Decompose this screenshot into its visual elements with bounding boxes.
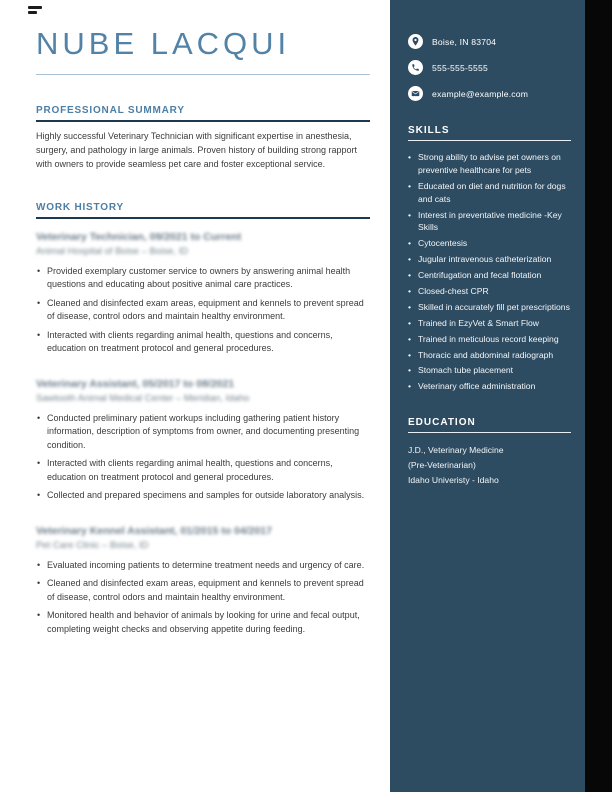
- skill-item: • Centrifugation and fecal flotation: [408, 269, 571, 282]
- job-bullet: • Cleaned and disinfected exam areas, equipment and kennels to prevent spread of disease, control odors and maintain healthy environment.: [36, 577, 370, 604]
- sidebar: [390, 0, 585, 792]
- main-column: [36, 0, 370, 641]
- summary-underline: [36, 120, 370, 122]
- jobs-list: [36, 231, 370, 637]
- skill-item: • Closed-chest CPR: [408, 285, 571, 298]
- job-company: Animal Hospital of Boise – Boise, ID: [36, 245, 189, 257]
- contact-phone-text: 555-555-5555: [432, 62, 488, 73]
- job-entry: [36, 525, 370, 637]
- skill-item: • Trained in meticulous record keeping: [408, 333, 571, 346]
- skill-item: • Jugular intravenous catheterization: [408, 253, 571, 266]
- work-history-underline: [36, 217, 370, 219]
- skill-item: • Skilled in accurately fill pet prescriptions: [408, 301, 571, 314]
- work-history-heading: WORK HISTORY: [36, 201, 124, 213]
- job-bullet: • Monitored health and behavior of animals by looking for urine and fecal output, completing weight checks and observing appetite during feeding.: [36, 609, 370, 636]
- job-company: Pet Care Clinic – Boise, ID: [36, 539, 149, 551]
- skill-item: • Interest in preventative medicine -Key Skills: [408, 209, 571, 235]
- skills-list: [408, 151, 571, 393]
- education-lines: [408, 443, 571, 488]
- job-company: Sawtooth Animal Medical Center – Meridian, Idaho: [36, 392, 250, 404]
- job-title: Veterinary Kennel Assistant, 01/2015 to 04/2017: [36, 524, 272, 537]
- summary-text: Highly successful Veterinary Technician with significant expertise in anesthesia, surgery, and pathology in large animals. Proven history of building strong rapport with owners to provide seamless pet care and foster exceptional service.: [36, 131, 358, 169]
- job-bullet: • Conducted preliminary patient workups including gathering patient history information, description of symptoms from owner, and documenting presenting condition.: [36, 412, 370, 453]
- education-line: Idaho Univeristy - Idaho: [408, 475, 499, 486]
- skill-item: • Veterinary office administration: [408, 380, 571, 393]
- job-bullet: • Collected and prepared specimens and samples for outside laboratory analysis.: [36, 489, 370, 503]
- education-line: (Pre-Veterinarian): [408, 460, 476, 471]
- skill-item: • Trained in EzyVet & Smart Flow: [408, 317, 571, 330]
- skills-heading: SKILLS: [408, 125, 450, 136]
- name-underline: [36, 74, 370, 75]
- skill-item: • Educated on diet and nutrition for dogs and cats: [408, 180, 571, 206]
- job-bullet: • Cleaned and disinfected exam areas, equipment and kennels to prevent spread of disease, control odors and maintain healthy environment.: [36, 297, 370, 324]
- skill-item: • Stomach tube placement: [408, 364, 571, 377]
- skill-item: • Thoracic and abdominal radiograph: [408, 349, 571, 362]
- skill-item: • Cytocentesis: [408, 237, 571, 250]
- contact-email-text: example@example.com: [432, 88, 529, 99]
- job-bullet: • Evaluated incoming patients to determine treatment needs and urgency of care.: [36, 559, 370, 573]
- contact-location-text: Boise, IN 83704: [432, 36, 497, 47]
- job-bullet: • Interacted with clients regarding animal health, questions and concerns, education on treatment protocol and general procedures.: [36, 329, 370, 356]
- job-bullet: • Interacted with clients regarding animal health, questions and concerns, education on treatment protocol and general procedures.: [36, 457, 370, 484]
- summary-heading: PROFESSIONAL SUMMARY: [36, 105, 185, 116]
- job-title: Veterinary Technician, 09/2021 to Current: [36, 230, 242, 243]
- skills-underline: [408, 140, 571, 141]
- job-bullets: [36, 412, 370, 503]
- email-icon: [408, 86, 423, 101]
- education-underline: [408, 432, 571, 433]
- education-heading: EDUCATION: [408, 417, 476, 429]
- job-bullets: [36, 559, 370, 637]
- skill-item: • Strong ability to advise pet owners on preventive healthcare for pets: [408, 151, 571, 177]
- contact-row-location: [408, 34, 571, 49]
- contact-row-phone: [408, 60, 571, 75]
- education-line: J.D., Veterinary Medicine: [408, 445, 504, 456]
- location-pin-icon: [408, 34, 423, 49]
- job-entry: [36, 378, 370, 503]
- job-bullets: [36, 265, 370, 356]
- job-title: Veterinary Assistant, 05/2017 to 08/2021: [36, 377, 235, 390]
- job-entry: [36, 231, 370, 356]
- page-edge-strip: [585, 0, 612, 792]
- job-bullet: • Provided exemplary customer service to owners by answering animal health questions and educating about positive animal care practices.: [36, 265, 370, 292]
- contact-row-email: [408, 86, 571, 101]
- phone-icon: [408, 60, 423, 75]
- person-name: NUBE LACQUI: [36, 26, 291, 61]
